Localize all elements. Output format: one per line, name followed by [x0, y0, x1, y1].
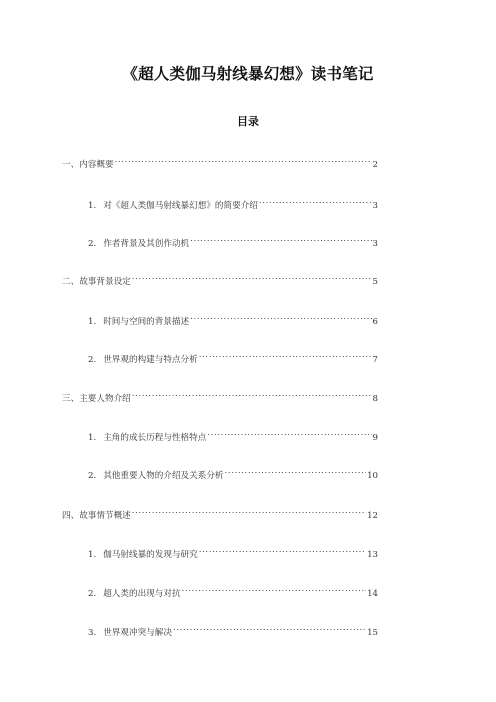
- toc-dot-leader: [115, 155, 372, 167]
- toc-entry[interactable]: [62, 389, 378, 405]
- toc-dot-leader: [190, 312, 371, 324]
- toc-entry-page: 9: [372, 433, 378, 443]
- toc-entry-page: 15: [367, 628, 378, 638]
- toc-entry-title: 时间与空间的背景描述: [103, 317, 190, 327]
- toc-entry[interactable]: [88, 428, 378, 444]
- toc-entry-title: 超人类的出现与对抗: [103, 589, 181, 599]
- toc-entry-number: 1.: [88, 433, 97, 443]
- toc-dot-leader: [199, 545, 366, 557]
- toc-dot-leader: [207, 428, 371, 440]
- toc-entry[interactable]: [88, 350, 378, 366]
- toc-entry-title: 二、故事背景设定: [62, 277, 131, 287]
- toc-entry-page: 13: [367, 550, 378, 560]
- toc-entry[interactable]: [62, 506, 378, 522]
- toc-dot-leader: [259, 196, 372, 208]
- toc-entry-title: 伽马射线暴的发现与研究: [103, 550, 198, 560]
- toc-entry-title: 其他重要人物的介绍及关系分析: [103, 471, 224, 481]
- toc-entry-number: 1.: [88, 550, 97, 560]
- toc-entry-page: 12: [367, 511, 378, 521]
- toc-entry-title: 对《超人类伽马射线暴幻想》的简要介绍: [103, 201, 258, 211]
- toc-entry-title: 三、主要人物介绍: [62, 394, 131, 404]
- toc-entry-page: 8: [372, 394, 378, 404]
- toc-entry-title: 一、内容概要: [62, 160, 114, 170]
- toc-entry-title: 四、故事情节概述: [62, 511, 131, 521]
- toc-dot-leader: [182, 584, 367, 596]
- toc-dot-leader: [173, 623, 366, 635]
- toc-entry-page: 6: [372, 317, 378, 327]
- toc-dot-leader: [132, 272, 372, 284]
- toc-entry-title: 世界观的构建与特点分析: [103, 355, 198, 365]
- toc-entry-number: 2.: [88, 239, 97, 249]
- toc-entry-page: 10: [367, 471, 378, 481]
- toc-entry[interactable]: [88, 545, 378, 561]
- toc-entry-title: 主角的成长历程与性格特点: [103, 433, 207, 443]
- toc-dot-leader: [132, 389, 372, 401]
- toc-dot-leader: [190, 234, 371, 246]
- toc-entry[interactable]: [88, 312, 378, 328]
- toc-entry-page: 2: [372, 160, 378, 170]
- toc-entry-page: 5: [372, 277, 378, 287]
- toc-entry[interactable]: [88, 196, 378, 212]
- toc-entry[interactable]: [62, 272, 378, 288]
- toc-entry-number: 1.: [88, 317, 97, 327]
- document-title: 《超人类伽马射线暴幻想》读书笔记: [122, 65, 374, 83]
- toc-dot-leader: [132, 506, 366, 518]
- toc-entry[interactable]: [88, 466, 378, 482]
- toc-entry-number: 2.: [88, 589, 97, 599]
- toc-entry-page: 3: [372, 239, 378, 249]
- toc-heading: 目录: [237, 115, 259, 128]
- toc-entry-number: 2.: [88, 471, 97, 481]
- toc-entry[interactable]: [88, 623, 378, 639]
- toc-entry-number: 1.: [88, 201, 97, 211]
- toc-entry-title: 世界观冲突与解决: [103, 628, 172, 638]
- toc-entry-page: 3: [372, 201, 378, 211]
- toc-dot-leader: [199, 350, 372, 362]
- toc-entry[interactable]: [88, 234, 378, 250]
- toc-entry[interactable]: [62, 155, 378, 171]
- toc-dot-leader: [225, 466, 367, 478]
- toc-entry-number: 2.: [88, 355, 97, 365]
- toc-entry-number: 3.: [88, 628, 97, 638]
- toc-entry-title: 作者背景及其创作动机: [103, 239, 190, 249]
- toc-entry-page: 7: [372, 355, 378, 365]
- toc-entry[interactable]: [88, 584, 378, 600]
- toc-entry-page: 14: [367, 589, 378, 599]
